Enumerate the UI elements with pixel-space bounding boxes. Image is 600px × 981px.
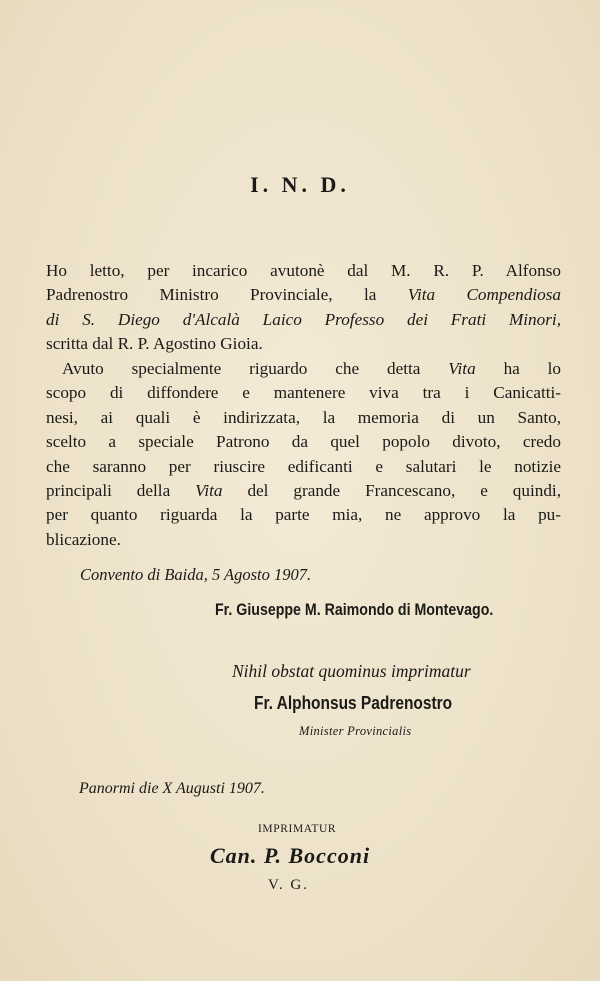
- text-line: [46, 479, 561, 503]
- page-heading: I. N. D.: [250, 172, 350, 197]
- text-line: Ho letto, per incarico avutonè dal M. R. P. Alfonso: [46, 261, 561, 280]
- book-title-segment: Vita Compendiosa: [407, 285, 561, 305]
- text-line: che saranno per riuscire edificanti e salutari le notizie: [46, 456, 561, 476]
- text-segment: del grande Francescano, e quindi,: [247, 481, 561, 501]
- imprimatur-label: IMPRIMATUR: [258, 823, 337, 835]
- paragraph-approval-body: [46, 357, 561, 552]
- paragraph-approval-intro: [46, 259, 561, 357]
- book-title-segment: di S. Diego d'Alcalà Laico Professo dei Frati Minori,: [46, 309, 561, 329]
- place-date-panormi: Panormi die X Augusti 1907.: [79, 780, 265, 797]
- text-line: scritta dal R. P. Agostino Gioia.: [46, 334, 263, 354]
- text-line: [46, 357, 561, 381]
- text-line: scelto a speciale Patrono da quel popolo divoto, credo: [46, 432, 561, 452]
- nihil-obstat: Nihil obstat quominus imprimatur: [232, 661, 471, 681]
- text-line: [46, 308, 561, 332]
- place-date-convento: Convento di Baida, 5 Agosto 1907.: [80, 565, 312, 584]
- text-segment: principali della: [46, 481, 171, 501]
- text-line: [46, 283, 561, 307]
- signature-raimondo: Fr. Giuseppe M. Raimondo di Montevago.: [215, 601, 494, 619]
- text-segment: ha lo: [503, 359, 562, 378]
- signature-padrenostro-title: Minister Provincialis: [299, 724, 412, 738]
- text-segment: Padrenostro Ministro Provinciale, la: [46, 285, 377, 305]
- text-line: nesi, ai quali è indirizzata, la memoria di un Santo,: [46, 407, 561, 427]
- signature-padrenostro: Fr. Alphonsus Padrenostro: [254, 693, 453, 713]
- signature-bocconi: Can. P. Bocconi: [210, 843, 371, 868]
- text-line: scopo di diffondere e mantenere viva tra i Canicatti-: [46, 383, 561, 403]
- book-title-segment: Vita: [448, 359, 476, 378]
- text-line: blicazione.: [46, 529, 121, 549]
- signature-bocconi-title: V. G.: [268, 877, 309, 893]
- book-title-segment: Vita: [195, 481, 223, 501]
- text-line: per quanto riguarda la parte mia, ne approvo la pu-: [46, 505, 561, 525]
- text-segment: Avuto specialmente riguardo che detta: [62, 359, 421, 378]
